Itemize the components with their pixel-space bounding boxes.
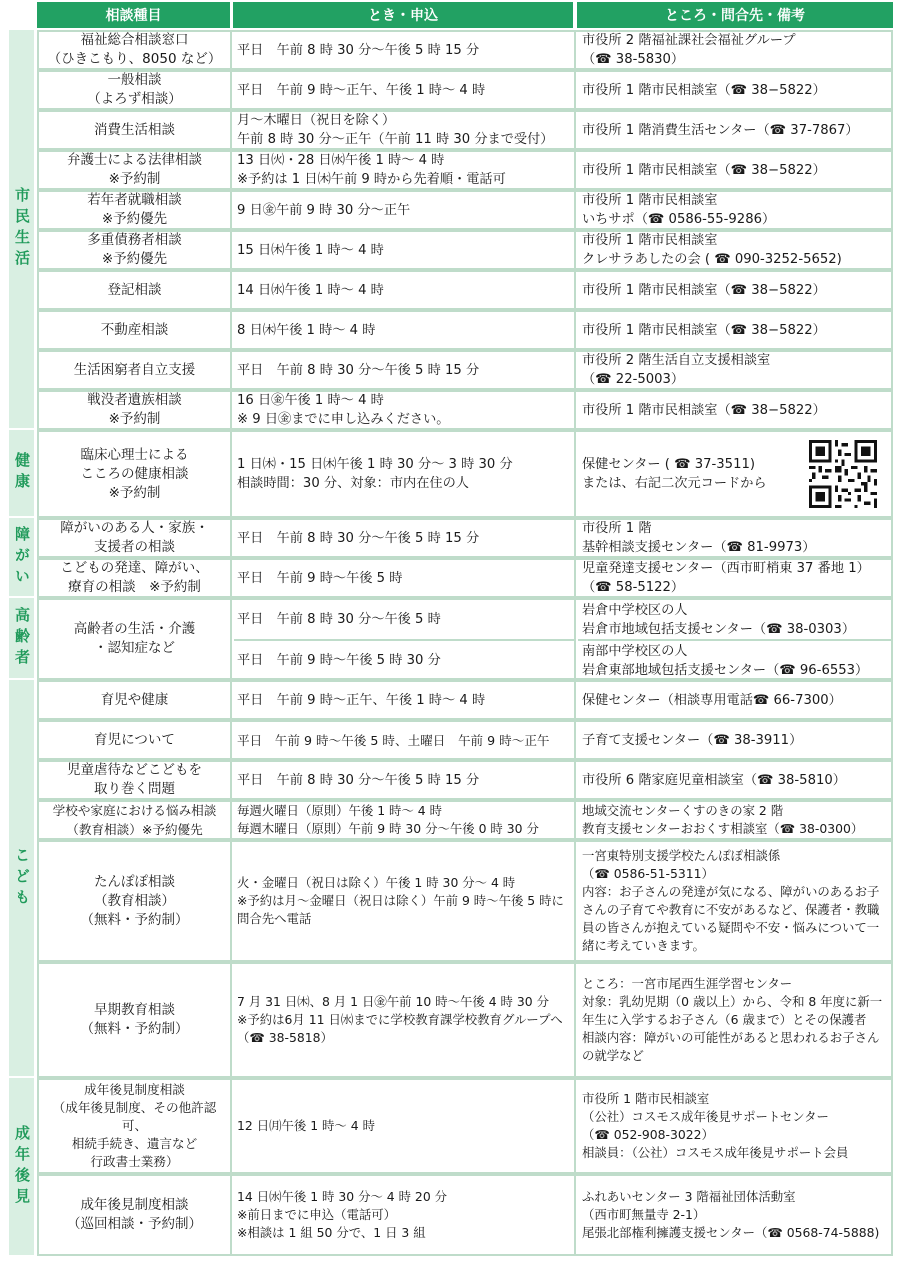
- table-row: 学校や家庭における悩み相談 （教育相談）※予約優先 毎週火曜日（原則）午後 1 時～ 4 時 毎週木曜日（原則）午前 9 時 30 分～午後 0 時 30 分 地域交流センターくすのきの家 2 階 教育支援センターおおくす相談室（☎ 38-0300）: [37, 800, 893, 840]
- table-row: 育児や健康 平日 午前 9 時～正午、午後 1 時～ 4 時 保健センター（相談専用電話☎ 66-7300）: [37, 680, 893, 720]
- table-row: 戦没者遺族相談 ※予約制 16 日㊎午後 1 時～ 4 時 ※ 9 日㊎までに申し込みください。 市役所 1 階市民相談室（☎ 38−5822）: [37, 390, 893, 430]
- category-children: こども: [9, 680, 34, 1076]
- table-row: 育児について 平日 午前 9 時～午後 5 時、土曜日 午前 9 時～正午 子育て支援センター（☎ 38-3911）: [37, 720, 893, 760]
- category-disability: 障がい: [9, 518, 34, 596]
- category-health: 健康: [9, 430, 34, 516]
- table-row: 消費生活相談 月～木曜日（祝日を除く） 午前 8 時 30 分～正午（午前 11 時 30 分まで受付） 市役所 1 階消費生活センター（☎ 37-7867）: [37, 110, 893, 150]
- table-row: 登記相談 14 日㈬午後 1 時～ 4 時 市役所 1 階市民相談室（☎ 38−5822）: [37, 270, 893, 310]
- header-when: とき・申込: [233, 2, 573, 28]
- table-row: 弁護士による法律相談 ※予約制 13 日㈫・28 日㈬午後 1 時～ 4 時 ※予約は 1 日㈭午前 9 時から先着順・電話可 市役所 1 階市民相談室（☎ 38−5822）: [37, 150, 893, 190]
- category-elderly: 高齢者: [9, 598, 34, 678]
- qr-code-icon[interactable]: [809, 440, 877, 508]
- header-category: 相談種目: [37, 2, 230, 28]
- table-row: 児童虐待などこどもを 取り巻く問題 平日 午前 8 時 30 分～午後 5 時 15 分 市役所 6 階家庭児童相談室（☎ 38-5810）: [37, 760, 893, 800]
- category-guardianship: 成年後見: [9, 1078, 34, 1255]
- table-row: こどもの発達、障がい、 療育の相談 ※予約制 平日 午前 9 時～午後 5 時 児童発達支援センター（西市町梢東 37 番地 1） （☎ 58-5122）: [37, 558, 893, 598]
- table-row: 多重債務者相談 ※予約優先 15 日㈭午後 1 時～ 4 時 市役所 1 階市民相談室 クレサラあしたの会 ( ☎ 090-3252-5652): [37, 230, 893, 270]
- table-row: 不動産相談 8 日㈭午後 1 時～ 4 時 市役所 1 階市民相談室（☎ 38−5822）: [37, 310, 893, 350]
- elderly-when-1: 平日 午前 8 時 30 分～午後 5 時: [234, 600, 574, 641]
- table-row: 成年後見制度相談 （成年後見制度、その他許認可、 相続手続き、遺言など 行政書士業務） 12 日㈪午後 1 時～ 4 時 市役所 1 階市民相談室 （公社）コスモス成年後見サポートセンター （☎ 052-908-3022） 相談員：（公社）コスモス成年後見サポート会員: [37, 1078, 893, 1174]
- table-row: 福祉総合相談窓口 （ひきこもり、8050 など） 平日 午前 8 時 30 分～午後 5 時 15 分 市役所 2 階福祉課社会福祉グループ （☎ 38-5830）: [37, 30, 893, 70]
- elderly-when-2: 平日 午前 9 時～午後 5 時 30 分: [237, 653, 441, 668]
- table-row: 臨床心理士による こころの健康相談 ※予約制 1 日㈭・15 日㈭午後 1 時 30 分～ 3 時 30 分 相談時間：30 分、対象：市内在住の人 保健センター ( ☎ 37-3511) または、右記二次元コードから: [37, 430, 893, 518]
- category-civic: 市民生活: [9, 30, 34, 428]
- table-row: 障がいのある人・家族・ 支援者の相談 平日 午前 8 時 30 分～午後 5 時 15 分 市役所 1 階 基幹相談支援センター（☎ 81-9973）: [37, 518, 893, 558]
- table-row-elderly: 高齢者の生活・介護 ・認知症など 平日 午前 8 時 30 分～午後 5 時 平日 午前 9 時～午後 5 時 30 分 岩倉中学校区の人 岩倉市地域包括支援センター（☎ 38-0303） 南部中学校区の人 岩倉東部地域包括支援センター（☎ 96-6553）: [37, 598, 893, 680]
- table-row: 早期教育相談 （無料・予約制） 7 月 31 日㈭、8 月 1 日㊎午前 10 時～午後 4 時 30 分 ※予約は6月 11 日㈬までに学校教育課学校教育グループへ（☎ 38-5818） ところ：一宮市尾西生涯学習センター 対象：乳幼児期（0 歳以上）から、令和 8 年度に新一年生に入学するお子さん（6 歳まで）とその保護者 相談内容：障がいの可能性があると思われるお子さんの就学など: [37, 962, 893, 1078]
- table-row: 一般相談 （よろず相談） 平日 午前 9 時～正午、午後 1 時～ 4 時 市役所 1 階市民相談室（☎ 38−5822）: [37, 70, 893, 110]
- header-where: ところ・問合先・備考: [577, 2, 893, 28]
- table-row: たんぽぽ相談 （教育相談） （無料・予約制） 火・金曜日（祝日は除く）午後 1 時 30 分～ 4 時 ※予約は月～金曜日（祝日は除く）午前 9 時～午後 5 時に問合先へ電話 一宮東特別支援学校たんぽぽ相談係 （☎ 0586-51-5311） 内容：お子さんの発達が気になる、障がいのあるお子さんの子育てや教育に不安があるなど、保護者・教職員の皆さんが抱えている疑問や不安・悩みについて一緒に考えていきます。: [37, 840, 893, 962]
- elderly-where-2: 南部中学校区の人 岩倉東部地域包括支援センター（☎ 96-6553）: [582, 643, 869, 678]
- table-row: 生活困窮者自立支援 平日 午前 8 時 30 分～午後 5 時 15 分 市役所 2 階生活自立支援相談室 （☎ 22-5003）: [37, 350, 893, 390]
- elderly-where-1: 岩倉中学校区の人 岩倉市地域包括支援センター（☎ 38-0303）: [578, 600, 891, 641]
- table-row: 若年者就職相談 ※予約優先 9 日㊎午前 9 時 30 分～正午 市役所 1 階市民相談室 いちサポ（☎ 0586-55-9286）: [37, 190, 893, 230]
- table-row: 成年後見制度相談 （巡回相談・予約制） 14 日㈬午後 1 時 30 分～ 4 時 20 分 ※前日までに申込（電話可） ※相談は 1 組 50 分で、1 日 3 組 ふれあいセンター 3 階福祉団体活動室 （西市町無量寺 2-1） 尾張北部権利擁護支援センター（☎ 0568-74-5888): [37, 1174, 893, 1256]
